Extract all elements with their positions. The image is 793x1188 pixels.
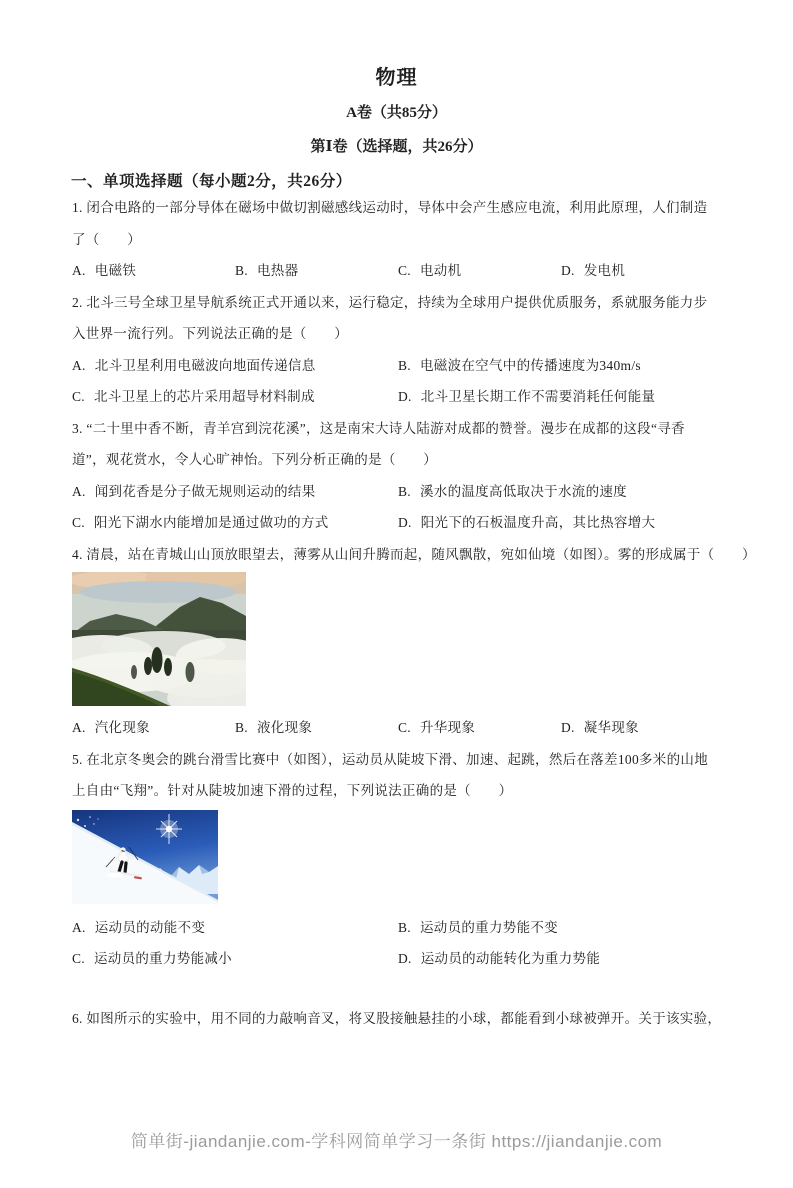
option-c-label: C.: [72, 515, 85, 530]
option-b-label: B.: [235, 263, 248, 278]
question-2-text: 2. 北斗三号全球卫星导航系统正式开通以来，运行稳定，持续为全球用户提供优质服务，系就服务能力步: [72, 294, 708, 310]
option-d-label: D.: [398, 951, 412, 966]
option-b-text: 液化现象: [256, 720, 313, 735]
question-6-text: 6. 如图所示的实验中，用不同的力敲响音叉，将叉股接触悬挂的小球，都能看到小球被弹开。关于该实验，: [72, 1010, 722, 1026]
option-a-label: A.: [72, 720, 86, 735]
option-d-text: 阳光下的石板温度升高，其比热容增大: [420, 515, 656, 530]
option-b-label: B.: [235, 720, 248, 735]
option-c: [72, 381, 398, 413]
option-a-label: A.: [72, 357, 86, 373]
option-b: [235, 255, 398, 287]
option-c-text: 升华现象: [419, 720, 476, 735]
option-c-text: 运动员的重力势能减小: [93, 951, 232, 966]
option-c-text: 电动机: [419, 263, 462, 278]
option-b-text: 电磁波在空气中的传播速度为340m/s: [419, 357, 641, 373]
option-d-text: 凝华现象: [583, 720, 639, 735]
exam-page: [0, 66, 793, 1151]
question-3-options-cd: [72, 507, 769, 539]
option-c-label: C.: [398, 263, 411, 278]
option-a-text: 闻到花香是分子做无规则运动的结果: [94, 483, 316, 499]
question-4: [72, 539, 769, 744]
option-c-label: C.: [72, 951, 85, 966]
part-one-heading: 第Ⅰ卷（选择题，共26分）: [310, 139, 483, 155]
option-a: [72, 255, 235, 287]
question-2-options-ab: [72, 350, 769, 382]
option-d-text: 北斗卫星长期工作不需要消耗任何能量: [420, 389, 656, 404]
question-3-options-ab: [72, 476, 769, 508]
option-d: [398, 381, 655, 413]
option-a: [72, 912, 398, 944]
option-a-text: 汽化现象: [94, 720, 150, 735]
question-5-text-cont: 上自由“飞翔”。针对从陡坡加速下滑的过程，下列说法正确的是（ ）: [72, 783, 513, 798]
option-c: [398, 712, 561, 744]
option-c: [72, 943, 398, 975]
option-a: [72, 476, 398, 508]
option-c-text: 阳光下湖水内能增加是通过做功的方式: [93, 515, 329, 530]
question-4-text: 4. 清晨，站在青城山山顶放眼望去，薄雾从山间升腾而起，随风飘散，宛如仙境（如图）。雾的形成属于（ ）: [72, 546, 756, 562]
question-5-text: 5. 在北京冬奥会的跳台滑雪比赛中（如图），运动员从陡坡下滑、加速、起跳，然后在落差100多米的山地: [72, 751, 708, 767]
option-d: [398, 507, 655, 539]
option-c-label: C.: [398, 720, 411, 735]
question-2-text-cont: 入世界一流行列。下列说法正确的是（ ）: [72, 326, 348, 341]
question-1-text: 1. 闭合电路的一部分导体在磁场中做切割磁感线运动时，导体中会产生感应电流，利用此原理，人们制造: [72, 200, 708, 215]
option-a-text: 电磁铁: [94, 263, 137, 278]
option-c-text: 北斗卫星上的芯片采用超导材料制成: [93, 389, 315, 404]
question-1-options: [72, 255, 769, 287]
option-b-text: 溪水的温度高低取决于水流的速度: [419, 483, 627, 499]
option-a-text: 北斗卫星利用电磁波向地面传递信息: [94, 357, 316, 373]
question-1-text-cont: 了（ ）: [72, 231, 141, 247]
option-b-label: B.: [398, 357, 411, 373]
option-c: [398, 255, 561, 287]
question-3-text: 3. “二十里中香不断，青羊宫到浣花溪”，这是南宋大诗人陆游对成都的赞誉。漫步在成都的这段“寻香: [72, 420, 685, 436]
question-3: [72, 413, 769, 539]
option-d-label: D.: [398, 515, 412, 530]
question-2: [72, 287, 769, 413]
option-d-label: D.: [398, 389, 412, 404]
question-list: [72, 192, 769, 1034]
option-b-text: 电热器: [256, 263, 299, 278]
option-b-label: B.: [398, 919, 411, 935]
option-b: [398, 912, 558, 944]
option-b: [398, 350, 641, 382]
option-d-label: D.: [561, 263, 575, 278]
question-5: [72, 744, 769, 975]
option-b-text: 运动员的重力势能不变: [419, 919, 558, 935]
option-a-label: A.: [72, 483, 86, 499]
question-4-options: [72, 712, 769, 744]
option-d: [561, 712, 639, 744]
option-b: [398, 476, 627, 508]
option-d-text: 发电机: [583, 263, 626, 278]
option-a-label: A.: [72, 263, 86, 278]
option-d-label: D.: [561, 720, 575, 735]
question-5-options-cd: [72, 943, 769, 975]
option-c: [72, 507, 398, 539]
option-a-text: 运动员的动能不变: [94, 919, 206, 935]
option-b: [235, 712, 398, 744]
option-b-label: B.: [398, 483, 411, 499]
fog-photo: [72, 572, 246, 706]
question-2-options-cd: [72, 381, 769, 413]
section-heading: 一、单项选择题（每小题2分，共26分）: [71, 173, 352, 190]
question-5-options-ab: [72, 912, 769, 944]
question-6: [72, 1003, 769, 1035]
option-a: [72, 712, 235, 744]
option-d-text: 运动员的动能转化为重力势能: [420, 951, 601, 966]
option-a: [72, 350, 398, 382]
question-3-text-cont: 道”，观花赏水，令人心旷神怡。下列分析正确的是（ ）: [72, 452, 438, 467]
page-title: 物理: [375, 67, 418, 89]
option-d: [398, 943, 600, 975]
option-d: [561, 255, 625, 287]
ski-photo: [72, 810, 218, 904]
watermark-footer: 简单街-jiandanjie.com-学科网简单学习一条街 https://jiandanjie.com: [130, 1132, 663, 1151]
question-1: [72, 192, 769, 287]
option-c-label: C.: [72, 389, 85, 404]
paper-a-heading: A卷（共85分）: [346, 105, 447, 121]
option-a-label: A.: [72, 919, 86, 935]
